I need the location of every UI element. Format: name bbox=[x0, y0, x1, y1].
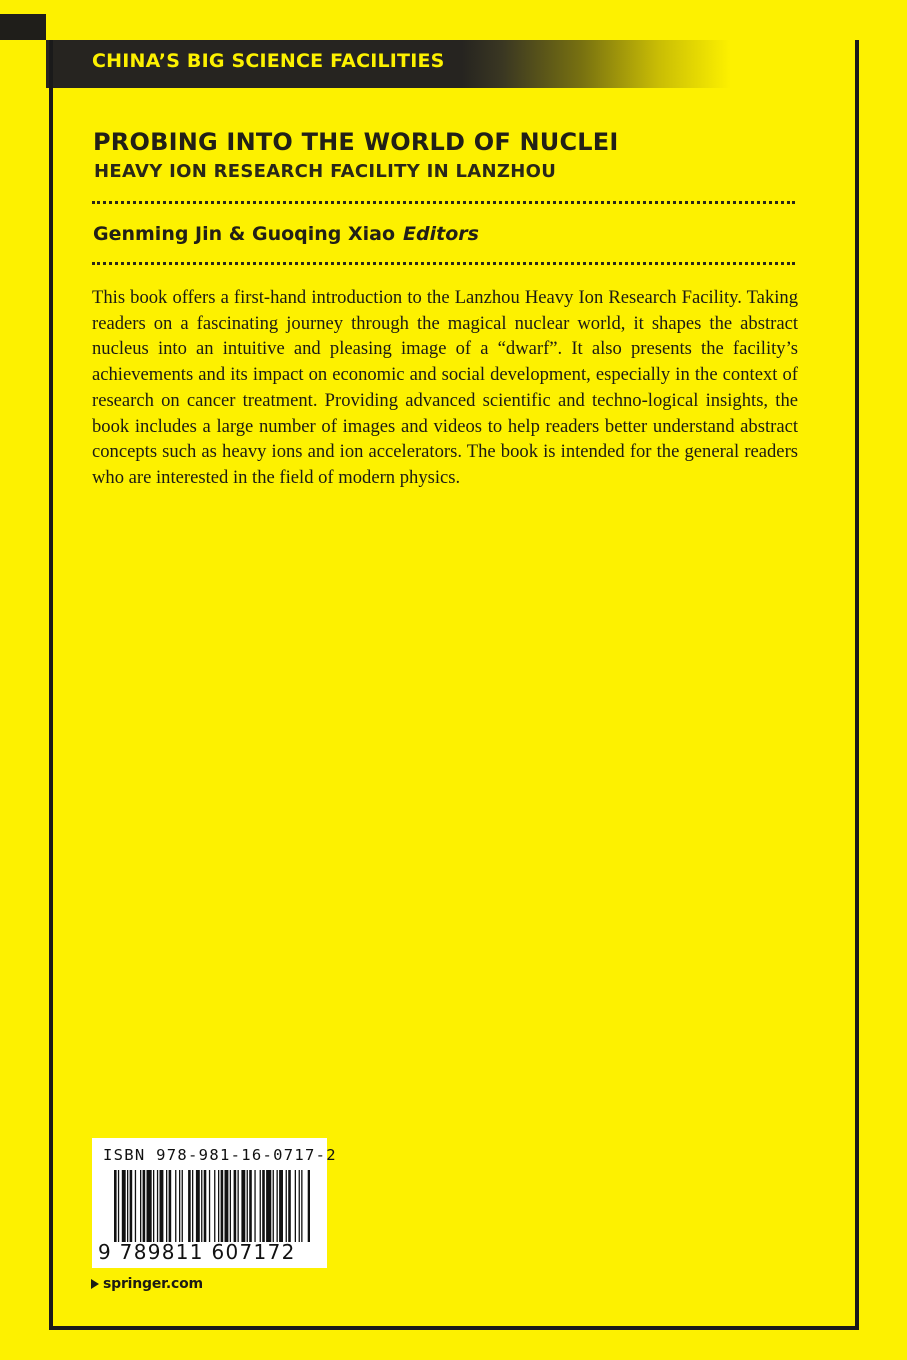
series-title: CHINA’S BIG SCIENCE FACILITIES bbox=[92, 50, 445, 72]
book-subtitle: HEAVY ION RESEARCH FACILITY IN LANZHOU bbox=[94, 161, 557, 182]
barcode-bars bbox=[114, 1170, 310, 1242]
editors-line bbox=[93, 223, 479, 245]
divider-bottom bbox=[92, 262, 795, 265]
barcode-box bbox=[92, 1138, 337, 1268]
barcode-digits: 9 789811 607172 bbox=[98, 1240, 296, 1264]
author-names: Genming Jin & Guoqing Xiao bbox=[93, 223, 396, 245]
book-description: This book offers a first-hand introduction to the Lanzhou Heavy Ion Research Facility. Taking readers on a fascinating journey through the magical nuclear world, it shapes the abstract nucleus into an intuitive and pleasing image of a “dwarf”. It also presents the facility’s achievements and its impact on economic and social development, especially in the context of research on cancer treatment. Providing advanced scientific and techno-logical insights, the book includes a large number of images and videos to help readers better understand abstract concepts such as heavy ions and ion accelerators. The book is intended for the general readers who are interested in the field of modern physics. bbox=[92, 287, 798, 488]
isbn-label: ISBN 978-981-16-0717-2 bbox=[103, 1146, 337, 1164]
publisher-link[interactable]: springer.com bbox=[103, 1276, 203, 1292]
triangle-right-icon bbox=[91, 1279, 99, 1289]
divider-top bbox=[92, 201, 795, 204]
publisher-link-row bbox=[91, 1276, 203, 1292]
book-title: PROBING INTO THE WORLD OF NUCLEI bbox=[93, 128, 619, 156]
author-role: Editors bbox=[403, 223, 479, 245]
corner-tab bbox=[0, 14, 46, 40]
